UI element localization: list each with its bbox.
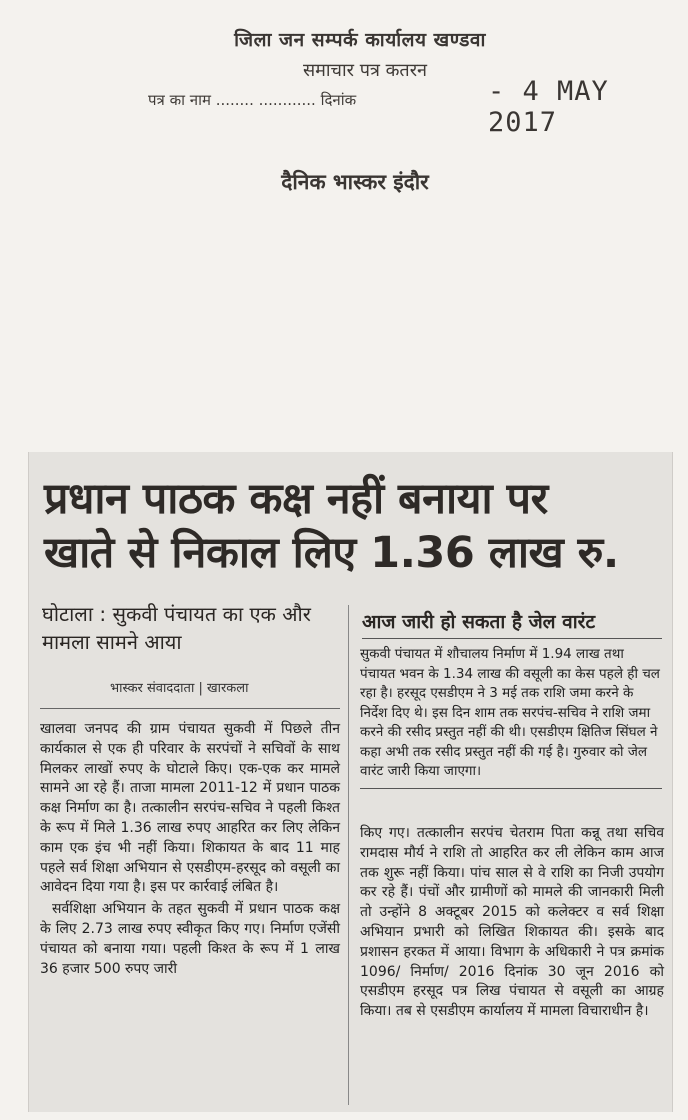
divider bbox=[40, 708, 340, 709]
column-divider bbox=[348, 605, 349, 1105]
kicker: घोटाला : सुकवी पंचायत का एक और मामला सामने आया bbox=[42, 602, 311, 654]
body-left-column bbox=[40, 720, 340, 981]
body-paragraph: सर्वशिक्षा अभियान के तहत सुकवी में प्रधान पाठक कक्ष के लिए 2.73 लाख रुपए स्वीकृत किए गए। निर्माण एजेंसी पंचायत को बनाया गया। पहली किश्त के रूप में 1 लाख 36 हजार 500 रुपए जारी bbox=[40, 901, 340, 977]
headline-line-1: प्रधान पाठक कक्ष नहीं बनाया पर bbox=[44, 474, 548, 524]
newspaper-name: दैनिक भास्कर इंदौर bbox=[281, 169, 429, 194]
body-right-column bbox=[360, 824, 664, 1022]
body-paragraph: खालवा जनपद की ग्राम पंचायत सुकवी में पिछले तीन कार्यकाल से एक ही परिवार के सरपंचों ने सचिवों के साथ मिलकर लाखों रुपए के घोटाले किए। एक-एक कर मामले सामने आ रहे हैं। ताजा मामला 2011-12 में प्रधान पाठक कक्ष निर्माण का है। तत्कालीन सरपंच-सचिव ने पहली किश्त के रूप में मिले 1.36 लाख रुपए आहरित कर लिए लेकिन काम एक इंच भी नहीं किया। शिकायत के बाद 11 माह पहले सर्व शिक्षा अभियान से एसडीएम-हरसूद को वसूली का आवेदन दिया गया है। इस पर कार्रवाई लंबित है। bbox=[40, 721, 340, 896]
box-heading: आज जारी हो सकता है जेल वारंट bbox=[362, 608, 662, 639]
byline: भास्कर संवाददाता | खारकला bbox=[110, 681, 249, 696]
paper-name-field: पत्र का नाम ........ ............ दिनांक bbox=[148, 91, 357, 109]
headline bbox=[44, 472, 664, 580]
body-paragraph: किए गए। तत्कालीन सरपंच चेतराम पिता कन्नू तथा सचिव रामदास मौर्य ने राशि तो आहरित कर ली लेकिन काम आज तक शुरू नहीं किया। पांच साल से वे राशि का निजी उपयोग कर रहे हैं। पंचों और ग्रामीणों को मामले की जानकारी मिली तो उन्होंने 8 अक्टूबर 2015 को कलेक्टर व सर्व शिक्षा अभियान प्रभारी को लिखित शिकायत की। इसके बाद प्रशासन हरकत में आया। विभाग के अधिकारी ने पत्र क्रमांक 1096/ निर्माण/ 2016 दिनांक 30 जून 2016 को एसडीएम हरसूद पत्र लिख पंचायत से वसूली का आग्रह किया। तब से एसडीएम कार्यालय में मामला विचाराधीन है। bbox=[360, 825, 664, 1020]
box-text: सुकवी पंचायत में शौचालय निर्माण में 1.94 लाख तथा पंचायत भवन के 1.34 लाख की वसूली का केस पहले ही चल रहा है। हरसूद एसडीएम ने 3 मई तक राशि जमा करने के निर्देश दिए थे। इस दिन शाम तक सरपंच-सचिव ने राशि जमा करने की रसीद प्रस्तुत नहीं की थी। एसडीएम क्षितिज सिंघल ने कहा अभी तक रसीद प्रस्तुत नहीं की गई है। गुरुवार को जेल वारंट जारी किया जाएगा। bbox=[360, 645, 662, 789]
office-stamp-title: जिला जन सम्पर्क कार्यालय खण्डवा bbox=[234, 29, 486, 51]
headline-line-2: खाते से निकाल लिए 1.36 लाख रु. bbox=[44, 528, 619, 578]
clipping-label: समाचार पत्र कतरन bbox=[302, 60, 428, 81]
date-stamp: - 4 MAY 2017 bbox=[488, 76, 609, 138]
